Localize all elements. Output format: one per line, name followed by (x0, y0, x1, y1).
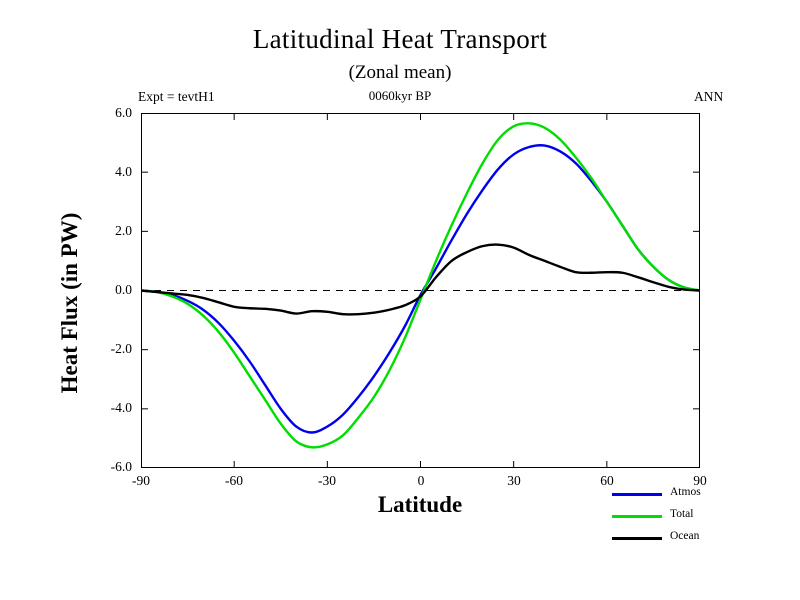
experiment-label: Expt = tevtH1 (138, 89, 215, 104)
period-label: 0060kyr BP (368, 88, 432, 103)
x-tick-label: 0 (417, 473, 425, 488)
x-tick-label: -90 (132, 473, 150, 488)
y-tick-label: 2.0 (115, 223, 132, 238)
y-tick-label: 0.0 (115, 282, 132, 297)
series-lines (141, 123, 700, 447)
x-tick-label: 90 (693, 473, 707, 488)
y-tick-label: -2.0 (110, 341, 132, 356)
legend-label: Atmos (670, 486, 701, 498)
x-tick-label: -60 (225, 473, 243, 488)
x-tick-label: -30 (318, 473, 336, 488)
legend-swatch (612, 537, 662, 540)
x-tick-label: 30 (507, 473, 521, 488)
y-tick-label: -6.0 (110, 459, 132, 474)
legend-item-atmos (612, 484, 772, 506)
series-line-ocean (141, 245, 700, 315)
series-line-atmos (141, 145, 700, 432)
legend-swatch (612, 515, 662, 518)
legend-item-ocean (612, 528, 772, 550)
y-axis-label: Heat Flux (in PW) (57, 212, 82, 394)
y-tick-label: 6.0 (115, 105, 132, 120)
legend-swatch (612, 493, 662, 496)
series-line-total (141, 123, 700, 447)
legend (612, 484, 772, 550)
season-label: ANN (694, 89, 724, 104)
chart-canvas (141, 113, 700, 468)
legend-item-total (612, 506, 772, 528)
x-tick-label: 60 (600, 473, 614, 488)
page-subtitle: (Zonal mean) (348, 62, 452, 83)
y-tick-label: 4.0 (115, 164, 132, 179)
x-axis-label: Latitude (377, 492, 463, 517)
page-title: Latitudinal Heat Transport (252, 24, 548, 54)
legend-label: Ocean (670, 530, 700, 542)
plot-area (141, 113, 700, 468)
y-tick-label: -4.0 (110, 400, 132, 415)
legend-label: Total (670, 508, 694, 520)
